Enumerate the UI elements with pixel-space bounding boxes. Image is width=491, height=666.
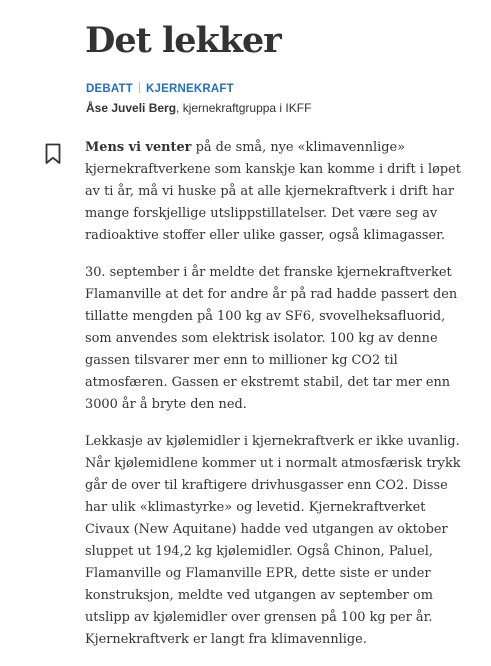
paragraph-2: 30. september i år meldte det franske kjernekraftverket Flamanville at det for andre år på rad hadde passert den tillatte mengden på 100 kg av SF6, svovelheksafluorid, som anvendes som elektrisk isolator. 100 kg av denne gassen tilsvarer mer enn to millioner kg CO2 til atmosfæren. Gassen er ekstremt stabil, det tar mer enn 3000 år å bryte den ned.: [85, 265, 458, 412]
bookmark-button[interactable]: [44, 143, 62, 165]
tag-debatt[interactable]: DEBATT: [86, 83, 133, 95]
paragraph-1-text: på de små, nye «klimavennlige» kjernekraftverkene som kanskje kan komme i drift i løpet av ti år, må vi huske på at alle kjernekraftverk i drift har mange forskjellige utslippstillatelser. Det være seg av radioaktive stoffer eller ulike gasser, også klimagasser.: [85, 140, 461, 243]
tag-kjernekraft[interactable]: KJERNEKRAFT: [145, 83, 234, 95]
bookmark-icon: [44, 143, 62, 165]
article-title: Det lekker: [85, 20, 281, 61]
article-body: [85, 137, 471, 666]
paragraph-1: [85, 137, 471, 247]
tag-separator: [139, 82, 140, 93]
byline: [86, 100, 311, 116]
author-affiliation: , kjernekraftgruppa i IKFF: [176, 101, 312, 115]
author-name[interactable]: Åse Juveli Berg: [86, 101, 177, 115]
paragraph-3: Lekkasje av kjølemidler i kjernekraftverk er ikke uvanlig. Når kjølemidlene kommer ut i normalt atmosfærisk trykk går de over til kraftigere drivhusgasser enn CO2. Disse har ulik «klimastyrke» og levetid. Kjernekraftverket Civaux (New Aquitane) hadde ved utgangen av oktober sluppet ut 194,2 kg kjølemidler. Også Chinon, Paluel, Flamanville og Flamanville EPR, dette siste er under konstruksjon, meldte ved utgangen av september om utslipp av kjølemidler over grensen på 100 kg per år. Kjernekraftverk er langt fra klimavennlige.: [85, 434, 461, 647]
lead-in: Mens vi venter: [85, 140, 192, 155]
article-tags: [86, 82, 234, 96]
